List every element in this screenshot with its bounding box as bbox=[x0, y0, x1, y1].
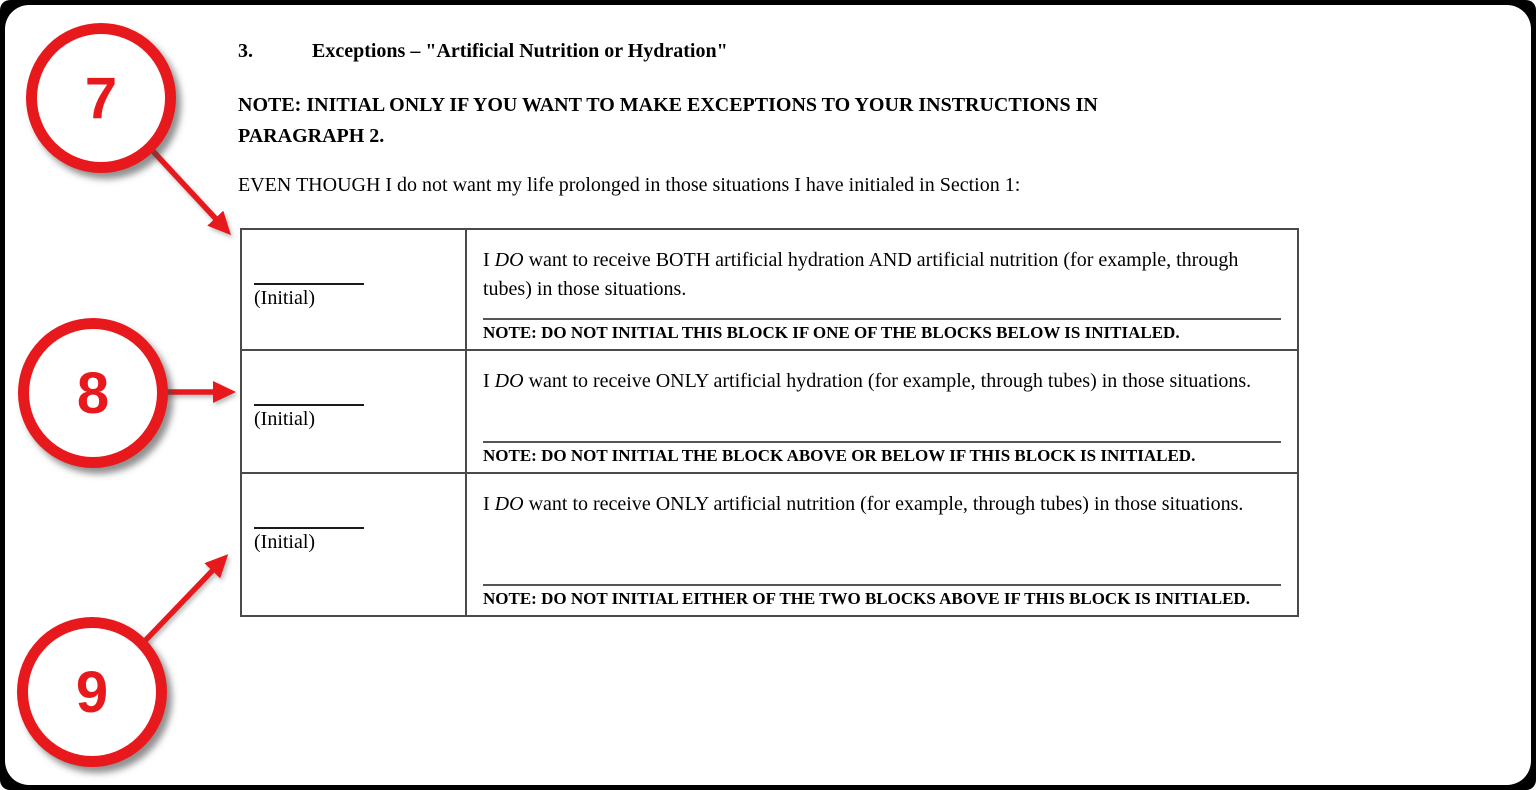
initial-label: (Initial) bbox=[254, 531, 316, 553]
statement-lead: I bbox=[483, 493, 490, 515]
initial-label: (Initial) bbox=[254, 408, 316, 430]
note-heading-line: NOTE: INITIAL ONLY IF YOU WANT TO MAKE EXCEPTIONS TO YOUR INSTRUCTIONS IN bbox=[238, 94, 1098, 116]
note-heading-line: PARAGRAPH 2. bbox=[238, 125, 385, 147]
callout-8 bbox=[18, 318, 168, 468]
callout-number: 7 bbox=[84, 65, 118, 131]
note-text: NOTE: DO NOT INITIAL THE BLOCK ABOVE OR BELOW IF THIS BLOCK IS INITIALED. bbox=[483, 446, 1196, 465]
arrow-callout-9 bbox=[141, 570, 213, 645]
statement-emphasis: DO bbox=[494, 370, 524, 392]
callout-number: 8 bbox=[76, 360, 110, 426]
section-number: 3. bbox=[238, 40, 253, 62]
section-title: Exceptions – "Artificial Nutrition or Hydration" bbox=[312, 40, 728, 62]
callout-7 bbox=[26, 23, 176, 173]
statement-body: want to receive ONLY artificial hydration (for example, through tubes) in those situations. bbox=[528, 370, 1252, 392]
arrow-callout-7 bbox=[150, 148, 216, 219]
statement-lead: I bbox=[483, 249, 490, 271]
initial-label: (Initial) bbox=[254, 287, 316, 309]
statement-lead: I bbox=[483, 370, 490, 392]
intro-text: EVEN THOUGH I do not want my life prolonged in those situations I have initialed in Section 1: bbox=[238, 174, 1021, 196]
callout-number: 9 bbox=[75, 659, 109, 725]
callout-9 bbox=[17, 617, 167, 767]
statement-body: want to receive BOTH artificial hydration AND artificial nutrition (for example, through tubes) in those situations. bbox=[483, 249, 1239, 300]
statement-emphasis: DO bbox=[494, 493, 524, 515]
note-text: NOTE: DO NOT INITIAL THIS BLOCK IF ONE OF THE BLOCKS BELOW IS INITIALED. bbox=[483, 323, 1180, 342]
statement-body: want to receive ONLY artificial nutrition (for example, through tubes) in those situations. bbox=[528, 493, 1244, 515]
statement-emphasis: DO bbox=[494, 249, 524, 271]
note-text: NOTE: DO NOT INITIAL EITHER OF THE TWO BLOCKS ABOVE IF THIS BLOCK IS INITIALED. bbox=[483, 589, 1250, 608]
